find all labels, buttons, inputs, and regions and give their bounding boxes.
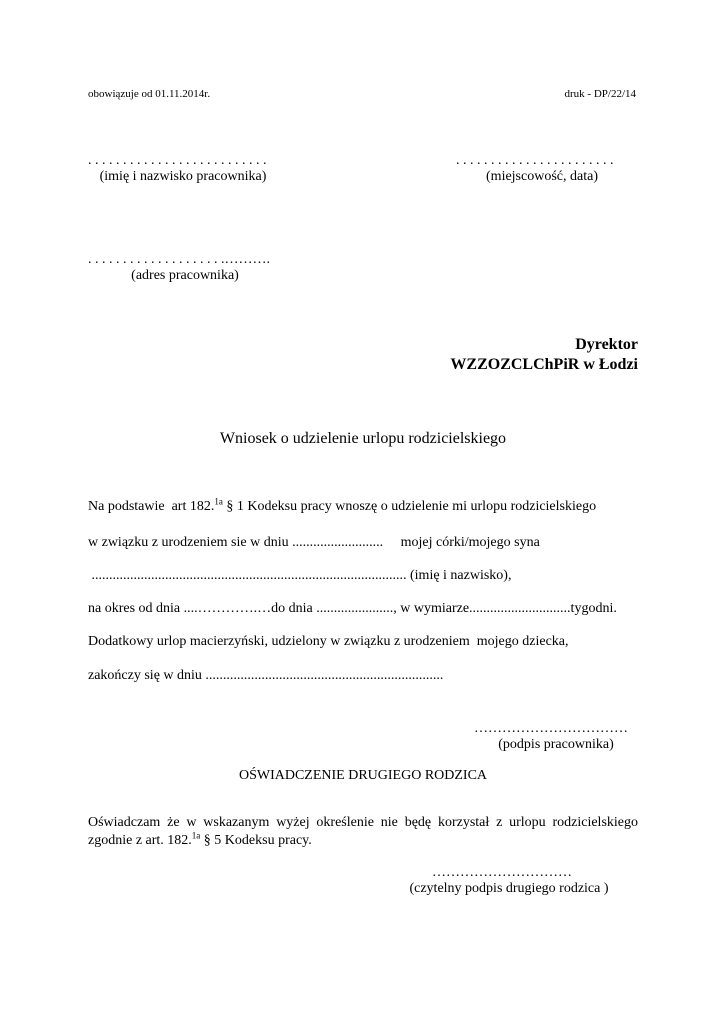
body-line-3: .......................................................................................... (imię i nazwisko), <box>88 568 512 583</box>
body-line-1-superscript: 1a <box>214 496 223 507</box>
document-title: Wniosek o udzielenie urlopu rodzicielskiego <box>219 430 507 447</box>
recipient-title: Dyrektor <box>575 336 638 353</box>
valid-from-note: obowiązuje od 01.11.2014r. <box>88 88 211 100</box>
body-line-5: Dodatkowy urlop macierzyński, udzielony w związku z urodzeniem mojego dziecka, <box>88 634 569 649</box>
employee-address-field[interactable]: . . . . . . . . . . . . . . . . . . . .………. <box>88 252 270 267</box>
employee-name-field[interactable]: . . . . . . . . . . . . . . . . . . . . . . . . . . <box>88 153 267 168</box>
employee-address-label: (adres pracownika) <box>131 268 239 283</box>
body-line-1-text-b: § 1 Kodeksu pracy wnoszę o udzielenie mi urlopu rodzicielskiego <box>222 499 597 514</box>
body-line-2: w związku z urodzeniem sie w dniu .......................... mojej córki/mojego syna <box>88 535 540 550</box>
statement-text-b: § 5 Kodeksu pracy. <box>200 833 312 848</box>
employee-signature-field[interactable]: …………………………… <box>474 721 628 736</box>
recipient-institution: WZZOZCLChPiR w Łodzi <box>450 356 638 373</box>
second-parent-signature-field[interactable]: ………………………… <box>432 865 572 880</box>
statement-heading: OŚWIADCZENIE DRUGIEGO RODZICA <box>238 768 488 783</box>
body-line-1-text-a: Na podstawie art 182. <box>88 499 215 514</box>
statement-superscript: 1a <box>191 830 201 841</box>
body-line-6: zakończy się w dniu .................................................................... <box>88 668 444 683</box>
body-line-1 <box>88 496 597 515</box>
statement-text <box>88 814 638 850</box>
form-code: druk - DP/22/14 <box>564 88 636 100</box>
body-line-4: na okres od dnia ....………….…do dnia ......................, w wymiarze.............................tygodni. <box>88 601 617 616</box>
place-date-label: (miejscowość, data) <box>486 169 598 184</box>
employee-name-label: (imię i nazwisko pracownika) <box>99 169 267 184</box>
place-date-field[interactable]: . . . . . . . . . . . . . . . . . . . . . . . <box>456 153 614 168</box>
employee-signature-label: (podpis pracownika) <box>498 737 614 752</box>
statement-text-a: Oświadczam że w wskazanym wyżej określenie nie będę korzystał z urlopu rodzicielskiego zgodnie z art. 182. <box>88 815 638 848</box>
second-parent-signature-label: (czytelny podpis drugiego rodzica ) <box>409 881 609 896</box>
